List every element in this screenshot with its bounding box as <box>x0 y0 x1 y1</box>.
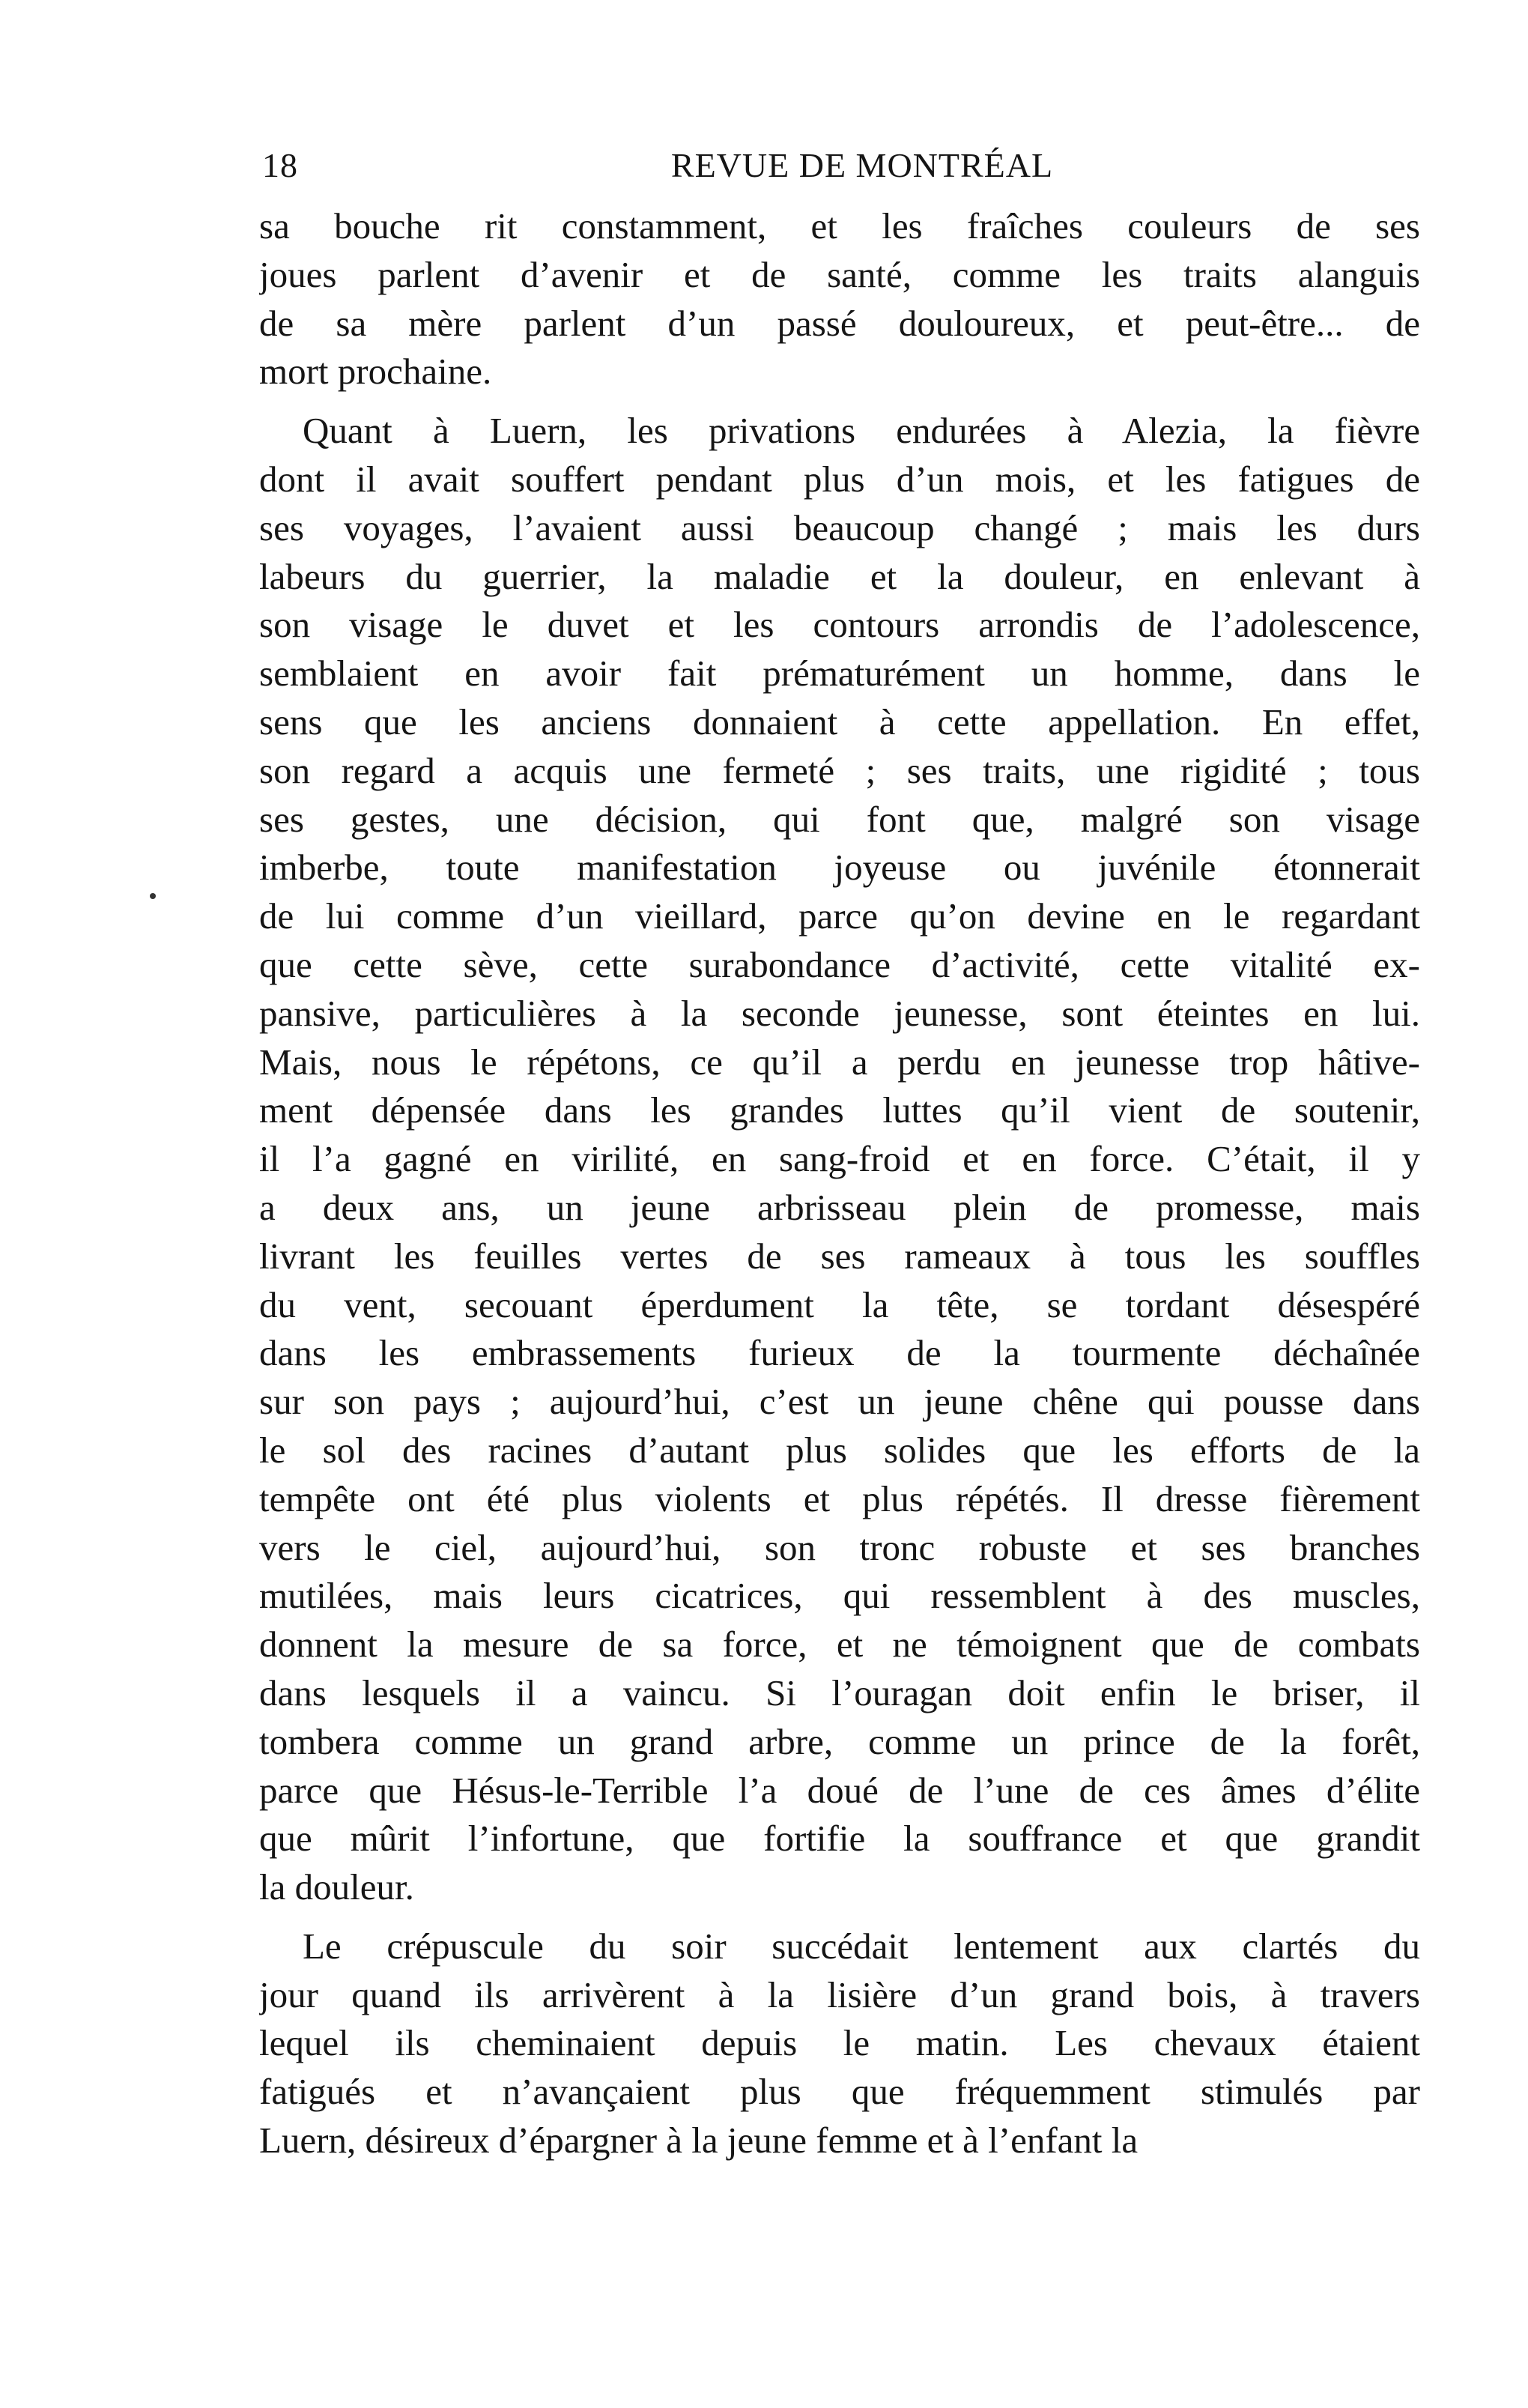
text-line: Mais, nous le répétons, ce qu’il a perdu en jeunesse trop hâtive- <box>259 1041 1420 1083</box>
text-line: parce que Hésus-le-Terrible l’a doué de l’une de ces âmes d’élite <box>259 1769 1420 1811</box>
text-line: lequel ils cheminaient depuis le matin. Les chevaux étaient <box>259 2022 1420 2064</box>
paragraph <box>259 1923 1420 2165</box>
text-line: ses gestes, une décision, qui font que, malgré son visage <box>259 798 1420 840</box>
text-line: labeurs du guerrier, la maladie et la douleur, en enlevant à <box>259 555 1420 597</box>
page-header <box>259 135 1420 195</box>
text-line: son regard a acquis une fermeté ; ses traits, une rigidité ; tous <box>259 749 1420 791</box>
text-line: sa bouche rit constamment, et les fraîches couleurs de ses <box>259 205 1420 246</box>
paragraph-gap <box>259 396 1420 407</box>
paragraph-gap <box>259 1912 1420 1923</box>
text-line: semblaient en avoir fait prématurément un homme, dans le <box>259 653 1420 695</box>
text-line: ses voyages, l’avaient aussi beaucoup changé ; mais les durs <box>259 506 1420 548</box>
text-line: Luern, désireux d’épargner à la jeune femme et à l’enfant la <box>259 2120 1139 2162</box>
text-line: de lui comme d’un vieillard, parce qu’on devine en le regardant <box>259 895 1420 937</box>
text-line: fatigués et n’avançaient plus que fréquemment stimulés par <box>259 2071 1420 2113</box>
text-line: il l’a gagné en virilité, en sang-froid et en force. C’était, il y <box>259 1138 1420 1180</box>
text-line: tempête ont été plus violents et plus répétés. Il dresse fièrement <box>259 1477 1420 1519</box>
text-line: que mûrit l’infortune, que fortifie la souffrance et que grandit <box>259 1818 1420 1860</box>
text-line: de sa mère parlent d’un passé douloureux, et peut-être... de <box>259 302 1420 344</box>
text-line: jour quand ils arrivèrent à la lisière d’un grand bois, à travers <box>259 1973 1420 2015</box>
text-line: que cette sève, cette surabondance d’activité, cette vitalité ex- <box>259 943 1420 985</box>
body-text <box>259 202 1420 2165</box>
text-line: joues parlent d’avenir et de santé, comme les traits alanguis <box>259 253 1420 295</box>
text-line: livrant les feuilles vertes de ses rameaux à tous les souffles <box>259 1235 1420 1277</box>
text-line: mort prochaine. <box>259 351 492 393</box>
text-line: dans lesquels il a vaincu. Si l’ouragan doit enfin le briser, il <box>259 1672 1420 1713</box>
text-line: mutilées, mais leurs cicatrices, qui ressemblent à des muscles, <box>259 1575 1420 1617</box>
text-line: pansive, particulières à la seconde jeunesse, sont éteintes en lui. <box>259 992 1420 1034</box>
text-line: dans les embrassements furieux de la tourmente déchaînée <box>259 1332 1420 1374</box>
text-line: dont il avait souffert pendant plus d’un mois, et les fatigues de <box>259 458 1420 500</box>
text-line: donnent la mesure de sa force, et ne témoignent que de combats <box>259 1624 1420 1666</box>
book-page <box>259 135 1420 2165</box>
text-line: le sol des racines d’autant plus solides que les efforts de la <box>259 1429 1420 1471</box>
paragraph <box>259 407 1420 1912</box>
text-line: son visage le duvet et les contours arrondis de l’adolescence, <box>259 604 1420 646</box>
text-line: la douleur. <box>259 1866 414 1908</box>
text-line: du vent, secouant éperdument la tête, se tordant désespéré <box>259 1283 1420 1325</box>
running-title: REVUE DE MONTRÉAL <box>670 146 1054 184</box>
text-line: tombera comme un grand arbre, comme un prince de la forêt, <box>259 1720 1420 1762</box>
text-line: ment dépensée dans les grandes luttes qu’il vient de soutenir, <box>259 1089 1420 1131</box>
text-line: vers le ciel, aujourd’hui, son tronc robuste et ses branches <box>259 1526 1420 1568</box>
text-line: sens que les anciens donnaient à cette appellation. En effet, <box>259 701 1420 742</box>
text-line: Le crépuscule du soir succédait lentement aux clartés du <box>303 1925 1420 1967</box>
text-line: imberbe, toute manifestation joyeuse ou juvénile étonnerait <box>259 847 1420 889</box>
page-number: 18 <box>262 146 298 184</box>
paragraph <box>259 202 1420 396</box>
text-line: Quant à Luern, les privations endurées à Alezia, la fièvre <box>303 410 1420 452</box>
text-line: a deux ans, un jeune arbrisseau plein de promesse, mais <box>259 1186 1420 1228</box>
text-line: sur son pays ; aujourd’hui, c’est un jeune chêne qui pousse dans <box>259 1381 1420 1423</box>
stray-dot <box>150 893 156 899</box>
